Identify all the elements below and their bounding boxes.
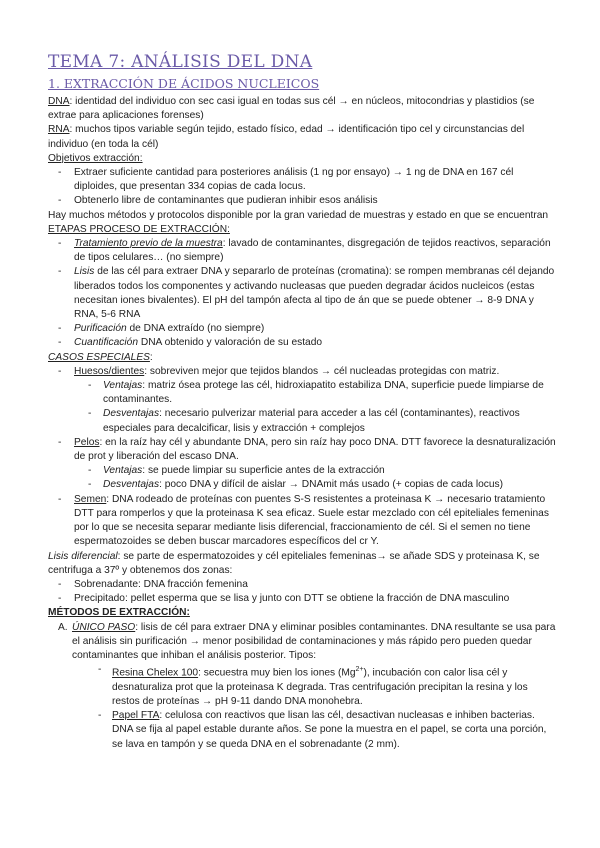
item-text: : lavado de contaminantes, disgregación de tejidos reactivos, separación de tipos celulares… (no siempre): [74, 238, 551, 264]
lisis-diferencial-paragraph: [48, 550, 556, 578]
item-text: : se parte de espermatozoides y cél epiteliales femeninas→ se añade SDS y proteinasa K, se centrifuga a 37º y obtenemos dos zonas:: [48, 550, 540, 576]
dna-definition: [48, 95, 556, 123]
list-item: [48, 237, 556, 265]
item-text: : sobreviven mejor que tejidos blandos → cél nucleadas protegidas con matriz.: [144, 365, 500, 377]
section-heading-extraction: 1. EXTRACCIÓN DE ÁCIDOS NUCLEICOS: [48, 76, 320, 91]
term: Desventajas: [103, 408, 160, 420]
metodos-list: [48, 621, 556, 752]
superscript: 2+: [355, 666, 364, 674]
list-item: - Extraer suficiente cantidad para posteriores análisis (1 ng por ensayo) → 1 ng de DNA en 167 cél diploides, que presentan 334 copias de cada locus.: [48, 166, 556, 194]
list-marker: A.: [58, 621, 68, 633]
term: Desventajas: [103, 479, 160, 491]
item-text: DNA obtenido y valoración de su estado: [138, 337, 323, 349]
list-item-pelos: [48, 436, 556, 464]
rna-definition: [48, 123, 556, 151]
item-text: : lisis de cél para extraer DNA y eliminar posibles contaminantes. DNA resultante se usa para el análisis sin purificación → menor posibilidad de contaminaciones y más rápido pero pueden quedar contaminantes que inhiban el análisis posterior. Tipos:: [72, 621, 556, 661]
lisis-diferencial-list: [48, 578, 556, 606]
list-item-chelex: [48, 663, 556, 709]
term: Huesos/dientes: [74, 365, 145, 377]
term: Ventajas: [103, 465, 143, 477]
item-text: : celulosa con reactivos que lisan las cél, desactivan nucleasas e inhiben bacterias. DNA se fija al papel estable durante años. Se pone la muestra en el papel, se corta una porción, se lava en tampón y se queda DNA en el sobrenadante (2 mm).: [112, 710, 547, 750]
term: ÚNICO PASO: [72, 621, 136, 633]
list-item: - Precipitado: pellet esperma que se lisa y junto con DTT se obtiene la fracción de DNA masculino: [48, 592, 556, 606]
rna-term: RNA: [48, 124, 70, 136]
metodos-heading: MÉTODOS DE EXTRACCIÓN:: [48, 607, 190, 619]
term: Pelos: [74, 436, 100, 448]
item-text: ), incubación con calor lisa cél y desnaturaliza prot que la proteinasa K degrada. Tras centrifugación precipitan la resina y los restos de proteínas → pH 9-11 dando DNA monohebra.: [112, 667, 528, 707]
etapas-list: [48, 237, 556, 351]
item-text: : matriz ósea protege las cél, hidroxiapatito estabiliza DNA, superficie puede limpiarse de contaminantes.: [103, 380, 544, 406]
casos-heading: [48, 351, 556, 365]
objetivos-heading: Objetivos extracción:: [48, 152, 143, 164]
term: Resina Chelex 100: [112, 667, 199, 679]
term: Lisis diferencial: [48, 550, 118, 562]
term: Semen: [74, 493, 107, 505]
list-item-papel-fta: [48, 709, 556, 752]
page-title: TEMA 7: ANÁLISIS DEL DNA: [48, 52, 313, 72]
item-text: : poco DNA y difícil de aislar → DNAmit más usado (+ copias de cada locus): [159, 479, 504, 491]
casos-heading-text: CASOS ESPECIALES: [48, 351, 150, 363]
term: Purificación: [74, 323, 127, 335]
item-text: : se puede limpiar su superficie antes de la extracción: [142, 465, 385, 477]
item-text: : en la raíz hay cél y abundante DNA, pero sin raíz hay poco DNA. DTT favorece la desnaturalización de prot y liberación del escaso DNA.: [74, 436, 556, 463]
item-text: : DNA rodeado de proteínas con puentes S-S resistentes a proteinasa K → necesario tratamiento DTT para romperlos y que la proteinasa K sea eficaz. Suele estar mezclado con cél epiteliales femeninas por lo que se necesita separar mediante lisis diferencial, fraccionamiento de cél. Si el semen no tiene espermatozoides se deben buscar marcadores específicos del cr Y.: [74, 493, 549, 548]
list-item: - Obtenerlo libre de contaminantes que pudieran inhibir esos análisis: [48, 194, 556, 208]
casos-heading-colon: :: [149, 351, 153, 363]
rna-text: : muchos tipos variable según tejido, estado físico, edad → identificación tipo cel y circunstancias del individuo (en toda la cél): [48, 124, 525, 150]
paragraph-metodos-variedad: Hay muchos métodos y protocolos disponible por la gran variedad de muestras y estado en que se encuentran: [48, 209, 549, 221]
list-item: [48, 336, 556, 350]
term: Tratamiento previo de la muestra: [74, 238, 223, 250]
item-text: : necesario pulverizar material para acceder a las cél (contaminantes), reactivos especiales para decalcificar, lisis y extracción + complejos: [103, 408, 520, 434]
list-item: [48, 322, 556, 336]
list-item-unico-paso: [48, 621, 556, 664]
item-text: : secuestra muy bien los iones (Mg: [198, 667, 356, 679]
dna-term: DNA: [48, 96, 70, 107]
etapas-heading: ETAPAS PROCESO DE EXTRACCIÓN:: [48, 223, 230, 235]
list-item: [48, 464, 556, 478]
term: Lisis: [74, 266, 95, 278]
list-item: [48, 407, 556, 435]
list-item-huesos: [48, 365, 556, 379]
list-item: - Sobrenadante: DNA fracción femenina: [48, 578, 556, 592]
term: Ventajas: [103, 380, 143, 392]
dna-text: : identidad del individuo con sec casi igual en todas sus cél → en núcleos, mitocondrias y plastidios (se extrae para aplicaciones forenses): [48, 96, 535, 122]
casos-list: [48, 365, 556, 550]
item-text: de DNA extraído (no siempre): [126, 323, 265, 335]
list-item-semen: [48, 493, 556, 550]
objetivos-list: [48, 166, 556, 209]
list-item: [48, 265, 556, 322]
term: Cuantificación: [74, 337, 138, 349]
list-item: [48, 379, 556, 407]
term: Papel FTA: [112, 710, 160, 722]
list-item: [48, 478, 556, 492]
item-text: de las cél para extraer DNA y separarlo de proteínas (cromatina): se rompen membranas cél dejando liberados todos los componentes y activando nucleasas que pueden degradar ácidos nucleicos (estas necesitan iones bivalentes). El pH del tampón afecta al tipo de án que se puede obtener → 8-9 DNA y RNA, 5-6 RNA: [74, 266, 555, 321]
